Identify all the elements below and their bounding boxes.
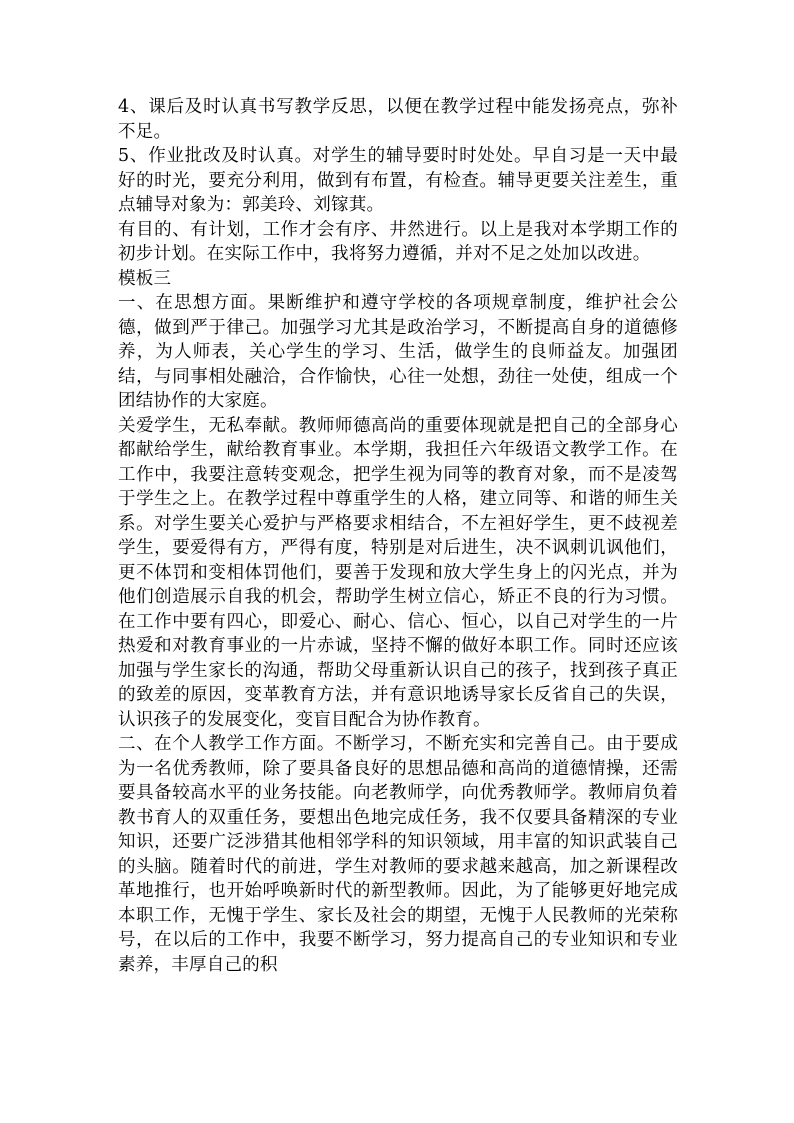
paragraph-reflection: 4、课后及时认真书写教学反思，以便在教学过程中能发扬亮点，弥补不足。 <box>118 97 678 142</box>
document-page <box>118 95 678 977</box>
section-heading-template-three: 模板三 <box>118 268 172 289</box>
paragraph-ideology: 一、在思想方面。果断维护和遵守学校的各项规章制度，维护社会公德，做到严于律己。加强学习尤其是政治学习，不断提高自身的道德修养，为人师表，关心学生的学习、生活，做学生的良师益友。加强团结，与同事相处融洽，合作愉快，心往一处想，劲往一处使，组成一个团结协作的大家庭。 <box>118 293 678 411</box>
paragraph-care-students: 关爱学生，无私奉献。教师师德高尚的重要体现就是把自己的全部身心都献给学生，献给教育事业。本学期，我担任六年级语文教学工作。在工作中，我要注意转变观念，把学生视为同等的教育对象，而不是凌驾于学生之上。在教学过程中尊重学生的人格，建立同等、和谐的师生关系。对学生要关心爱护与严格要求相结合，不左袒好学生，更不歧视差学生，要爱得有方，严得有度，特别是对后进生，决不讽刺讥讽他们，更不体罚和变相体罚他们，要善于发现和放大学生身上的闪光点，并为他们创造展示自我的机会，帮助学生树立信心，矫正不良的行为习惯。在工作中要有四心，即爱心、耐心、信心、恒心，以自己对学生的一片热爱和对教育事业的一片赤诚，坚持不懈的做好本职工作。同时还应该加强与学生家长的沟通，帮助父母重新认识自己的孩子，找到孩子真正的致差的原因，变革教育方法，并有意识地诱导家长反省自己的失误，认识孩子的发展变化，变盲目配合为协作教育。 <box>118 415 678 730</box>
paragraph-homework: 5、作业批改及时认真。对学生的辅导要时时处处。早自习是一天中最好的时光，要充分利用，做到有布置，有检查。辅导更要关注差生，重点辅导对象为：郭美玲、刘镓萁。 <box>118 146 678 215</box>
paragraph-plan-summary: 有目的、有计划，工作才会有序、井然进行。以上是我对本学期工作的初步计划。在实际工作中，我将努力遵循，并对不足之处加以改进。 <box>118 219 678 264</box>
paragraph-teaching-work: 二、在个人教学工作方面。不断学习，不断充实和完善自己。由于要成为一名优秀教师，除了要具备良好的思想品德和高尚的道德情操，还需要具备较高水平的业务技能。向老教师学，向优秀教师学。教师肩负着教书育人的双重任务，要想出色地完成任务，我不仅要具备精深的专业知识，还要广泛涉猎其他相邻学科的知识领域，用丰富的知识武装自己的头脑。随着时代的前进，学生对教师的要求越来越高，加之新课程改革地推行，也开始呼唤新时代的新型教师。因此，为了能够更好地完成本职工作，无愧于学生、家长及社会的期望，无愧于人民教师的光荣称号，在以后的工作中，我要不断学习，努力提高自己的专业知识和专业素养，丰厚自己的积 <box>118 734 678 975</box>
